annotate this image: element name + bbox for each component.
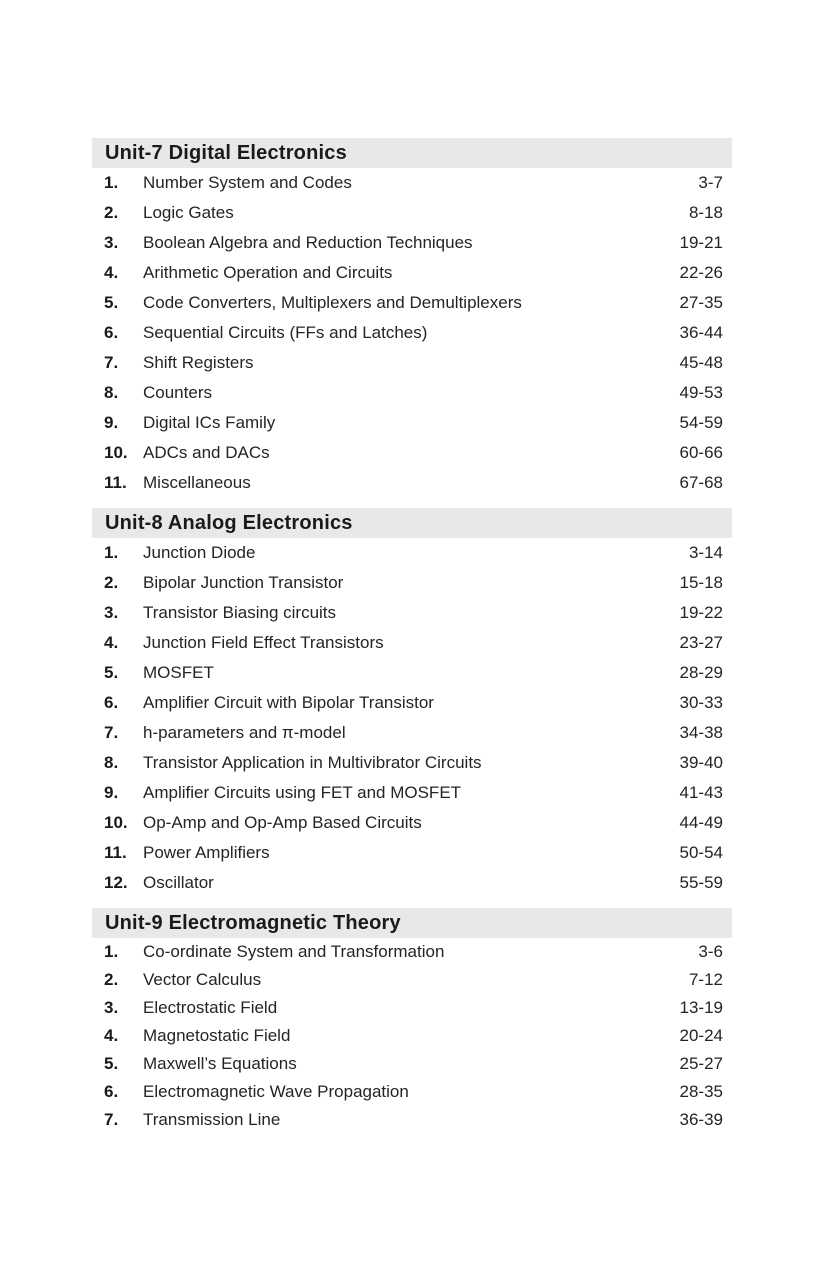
item-page-range: 3-7 — [698, 173, 723, 192]
item-title: Electromagnetic Wave Propagation — [143, 1082, 409, 1101]
item-title: Transmission Line — [143, 1110, 281, 1129]
unit-header-title: Unit-8 Analog Electronics — [92, 508, 732, 538]
item-page-range: 22-26 — [679, 263, 723, 282]
item-number: 6. — [104, 693, 119, 712]
unit-items — [92, 168, 732, 498]
item-page-range: 50-54 — [679, 843, 723, 862]
unit-section — [92, 508, 732, 898]
item-page-range: 25-27 — [679, 1054, 723, 1073]
item-number: 5. — [104, 663, 119, 682]
item-title: Amplifier Circuit with Bipolar Transistor — [143, 693, 434, 712]
toc-row — [92, 1050, 732, 1078]
toc-row — [92, 568, 732, 598]
toc-row — [92, 838, 732, 868]
toc-row — [92, 868, 732, 898]
toc-row — [92, 718, 732, 748]
toc-row — [92, 288, 732, 318]
item-number: 7. — [104, 353, 119, 372]
toc-row — [92, 688, 732, 718]
item-number: 4. — [104, 263, 119, 282]
toc-row — [92, 938, 732, 966]
toc-row — [92, 808, 732, 838]
item-page-range: 19-22 — [679, 603, 723, 622]
unit-section — [92, 138, 732, 498]
item-number: 1. — [104, 543, 119, 562]
toc-content — [92, 138, 732, 1144]
toc-row — [92, 198, 732, 228]
item-title: Code Converters, Multiplexers and Demultiplexers — [143, 293, 522, 312]
toc-row — [92, 348, 732, 378]
toc-row — [92, 228, 732, 258]
item-page-range: 20-24 — [679, 1026, 723, 1045]
item-page-range: 7-12 — [688, 970, 723, 989]
item-page-range: 39-40 — [679, 753, 723, 772]
item-number: 2. — [104, 970, 119, 989]
item-title: Co-ordinate System and Transformation — [143, 942, 445, 961]
item-title: Junction Diode — [143, 543, 256, 562]
item-number: 3. — [104, 603, 119, 622]
item-title: Logic Gates — [143, 203, 234, 222]
toc-row — [92, 438, 732, 468]
item-number: 1. — [104, 942, 119, 961]
item-page-range: 41-43 — [679, 783, 723, 802]
item-title: Bipolar Junction Transistor — [143, 573, 344, 592]
item-number: 8. — [104, 383, 119, 402]
item-title: Arithmetic Operation and Circuits — [143, 263, 393, 282]
item-page-range: 54-59 — [679, 413, 723, 432]
item-page-range: 55-59 — [679, 873, 723, 892]
item-title: Digital ICs Family — [143, 413, 276, 432]
toc-row — [92, 748, 732, 778]
item-title: Miscellaneous — [143, 473, 251, 492]
item-title: Shift Registers — [143, 353, 254, 372]
toc-row — [92, 168, 732, 198]
item-page-range: 44-49 — [679, 813, 723, 832]
item-title: h-parameters and π-model — [143, 723, 346, 742]
item-title: Vector Calculus — [143, 970, 262, 989]
item-page-range: 19-21 — [679, 233, 723, 252]
item-number: 6. — [104, 1082, 119, 1101]
item-title: Electrostatic Field — [143, 998, 278, 1017]
item-page-range: 49-53 — [679, 383, 723, 402]
item-page-range: 8-18 — [688, 203, 723, 222]
unit-header-title: Unit-9 Electromagnetic Theory — [92, 908, 732, 938]
item-number: 9. — [104, 413, 119, 432]
item-number: 2. — [104, 203, 119, 222]
item-number: 5. — [104, 293, 119, 312]
item-page-range: 36-39 — [679, 1110, 723, 1129]
item-title: Boolean Algebra and Reduction Techniques — [143, 233, 473, 252]
item-number: 11. — [104, 473, 127, 492]
item-number: 10. — [104, 813, 128, 832]
item-title: Transistor Biasing circuits — [143, 603, 337, 622]
item-title: Amplifier Circuits using FET and MOSFET — [143, 783, 462, 802]
item-page-range: 15-18 — [679, 573, 723, 592]
item-title: Power Amplifiers — [143, 843, 270, 862]
item-page-range: 34-38 — [679, 723, 723, 742]
toc-row — [92, 538, 732, 568]
item-number: 12. — [104, 873, 128, 892]
item-page-range: 36-44 — [679, 323, 723, 342]
item-title: MOSFET — [143, 663, 214, 682]
item-number: 7. — [104, 1110, 119, 1129]
item-number: 4. — [104, 633, 119, 652]
item-title: ADCs and DACs — [143, 443, 270, 462]
item-title: Sequential Circuits (FFs and Latches) — [143, 323, 428, 342]
item-page-range: 3-6 — [698, 942, 723, 961]
item-number: 5. — [104, 1054, 119, 1073]
item-title: Counters — [143, 383, 212, 402]
item-number: 6. — [104, 323, 119, 342]
toc-row — [92, 628, 732, 658]
item-number: 3. — [104, 998, 119, 1017]
item-page-range: 23-27 — [679, 633, 723, 652]
item-page-range: 30-33 — [679, 693, 723, 712]
item-number: 2. — [104, 573, 119, 592]
item-number: 1. — [104, 173, 119, 192]
item-page-range: 13-19 — [679, 998, 723, 1017]
item-page-range: 67-68 — [679, 473, 723, 492]
toc-row — [92, 378, 732, 408]
item-title: Transistor Application in Multivibrator Circuits — [143, 753, 482, 772]
toc-row — [92, 1078, 732, 1106]
item-title: Number System and Codes — [143, 173, 352, 192]
toc-row — [92, 258, 732, 288]
item-page-range: 27-35 — [679, 293, 723, 312]
item-page-range: 60-66 — [679, 443, 723, 462]
item-title: Magnetostatic Field — [143, 1026, 291, 1045]
item-title: Oscillator — [143, 873, 214, 892]
unit-items — [92, 538, 732, 898]
item-title: Maxwell’s Equations — [143, 1054, 297, 1073]
unit-header-title: Unit-7 Digital Electronics — [92, 138, 732, 168]
toc-row — [92, 598, 732, 628]
item-number: 4. — [104, 1026, 119, 1045]
item-page-range: 28-29 — [679, 663, 723, 682]
toc-row — [92, 658, 732, 688]
item-number: 11. — [104, 843, 127, 862]
toc-row — [92, 1106, 732, 1134]
item-number: 10. — [104, 443, 128, 462]
toc-row — [92, 994, 732, 1022]
item-title: Op-Amp and Op-Amp Based Circuits — [143, 813, 422, 832]
toc-row — [92, 1022, 732, 1050]
unit-section — [92, 908, 732, 1134]
toc-row — [92, 468, 732, 498]
unit-items — [92, 938, 732, 1134]
toc-row — [92, 966, 732, 994]
item-title: Junction Field Effect Transistors — [143, 633, 384, 652]
item-page-range: 28-35 — [679, 1082, 723, 1101]
toc-row — [92, 778, 732, 808]
toc-row — [92, 408, 732, 438]
toc-row — [92, 318, 732, 348]
item-number: 9. — [104, 783, 119, 802]
item-page-range: 45-48 — [679, 353, 723, 372]
item-number: 7. — [104, 723, 119, 742]
item-page-range: 3-14 — [688, 543, 723, 562]
item-number: 8. — [104, 753, 119, 772]
item-number: 3. — [104, 233, 119, 252]
